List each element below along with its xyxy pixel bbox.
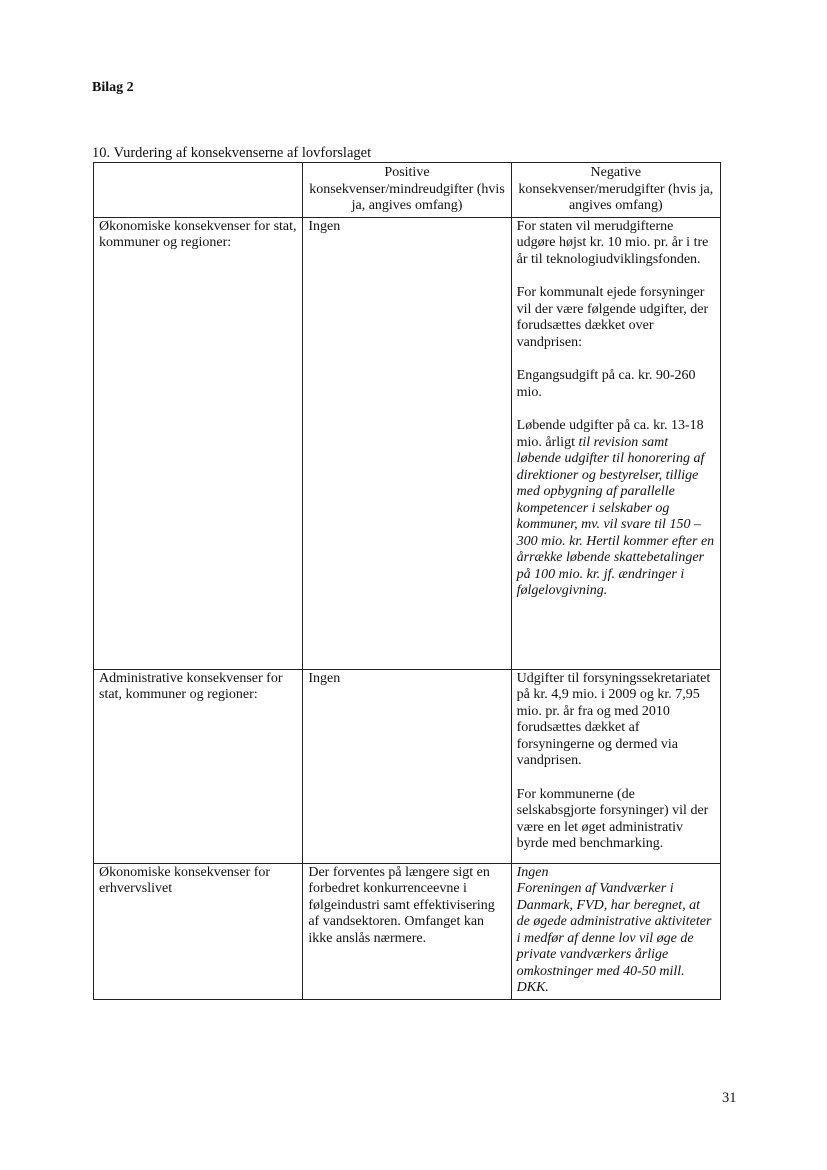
negative-text-plain: Løbende udgifter på ca. kr. 13-18 mio. årligt bbox=[516, 418, 704, 450]
table-row bbox=[94, 217, 721, 669]
row-negative bbox=[511, 217, 720, 669]
row-category: Administrative konsekvenser for stat, kommuner og regioner: bbox=[94, 669, 303, 863]
page-number: 31 bbox=[722, 1090, 737, 1106]
negative-paragraph: Udgifter til forsyningssekretariatet på kr. 4,9 mio. i 2009 og kr. 7,95 mio. pr. år fra og med 2010 forudsættes dækket af forsyningerne og dermed via vandprisen. bbox=[516, 670, 711, 768]
section-title: 10. Vurdering af konsekvenserne af lovforslaget bbox=[92, 145, 372, 161]
header-cell-negative: Negative konsekvenser/merudgifter (hvis ja, angives omfang) bbox=[511, 163, 720, 218]
table-header-row bbox=[94, 163, 721, 218]
consequences-table bbox=[93, 162, 721, 1000]
negative-paragraph: For kommunerne (de selskabsgjorte forsyninger) vil der være en let øget administrativ byrde med benchmarking. bbox=[516, 786, 709, 851]
table-row bbox=[94, 669, 721, 863]
header-cell-empty bbox=[94, 163, 303, 218]
negative-text-italic: til revision samt løbende udgifter til honorering af direktioner og bestyrelser, tillige med opbygning af parallelle kompetencer i selskaber og kommuner, mv. vil svare til 150 – 300 mio. kr. Hertil kommer efter en årrække løbende skattebetalinger på 100 mio. kr. jf. ændringer i følgelovgivning. bbox=[516, 434, 715, 598]
row-positive: Der forventes på længere sigt en forbedret konkurrenceevne i følgeindustri samt effektivisering af vandsektoren. Omfanget kan ikke anslås nærmere. bbox=[303, 863, 511, 999]
row-negative bbox=[511, 863, 720, 999]
row-category: Økonomiske konsekvenser for stat, kommuner og regioner: bbox=[94, 217, 303, 669]
negative-paragraph: For staten vil merudgifterne udgøre højst kr. 10 mio. pr. år i tre år til teknologiudviklingsfonden. bbox=[516, 218, 709, 267]
negative-text-italic: Ingen bbox=[516, 864, 549, 880]
negative-text-italic: Foreningen af Vandværker i Danmark, FVD, har beregnet, at de øgede administrative aktiviteter i medfør af denne lov vil øge de private vandværkers årlige omkostninger med 40-50 mill. DKK. bbox=[516, 881, 712, 995]
row-positive: Ingen bbox=[303, 217, 511, 669]
appendix-label: Bilag 2 bbox=[92, 80, 134, 95]
table-row bbox=[94, 863, 721, 999]
negative-paragraph: For kommunalt ejede forsyninger vil der være følgende udgifter, der forudsættes dækket over vandprisen: bbox=[516, 285, 709, 350]
negative-paragraph bbox=[517, 418, 715, 600]
negative-paragraph: Engangsudgift på ca. kr. 90-260 mio. bbox=[516, 368, 696, 400]
header-cell-positive: Positive konsekvenser/mindreudgifter (hvis ja, angives omfang) bbox=[303, 163, 511, 218]
row-category: Økonomiske konsekvenser for erhvervslivet bbox=[94, 863, 303, 999]
row-positive: Ingen bbox=[303, 669, 511, 863]
row-negative bbox=[511, 669, 720, 863]
